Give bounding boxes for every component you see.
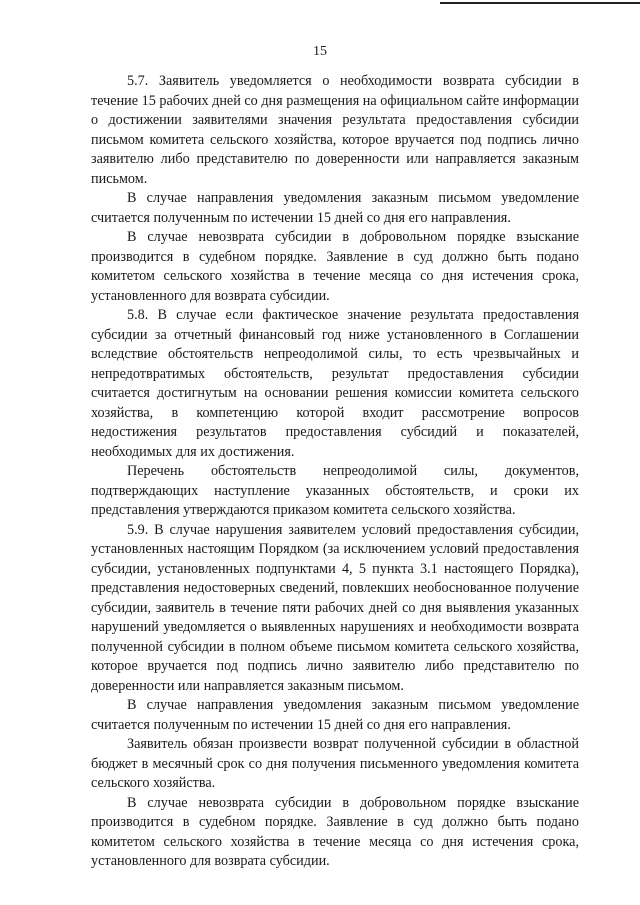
paragraph-5-8-force-majeure-list: Перечень обстоятельств непреодолимой силы, документов, подтверждающих наступление указанных обстоятельств, и сроки их представления утверждаются приказом комитета сельского хозяйства. (91, 463, 579, 518)
paragraph-5-8: 5.8. В случае если фактическое значение результата предоставления субсидии за отчетный финансовый год ниже установленного в Соглашении вследствие обстоятельств непреодолимой силы, то есть чрезвычайных и непредотвратимых обстоятельств, результат предоставления субсидии считается достигнутым на основании решения комиссии комитета сельского хозяйства, в компетенцию которой входит рассмотрение вопросов недостижения результатов предоставления субсидий и показателей, необходимых для их достижения. (91, 307, 579, 460)
paragraph-5-7-registered-mail: В случае направления уведомления заказным письмом уведомление считается полученным по истечении 15 дней со дня его направления. (91, 190, 579, 226)
paragraph-5-7-court-recovery: В случае невозврата субсидии в добровольном порядке взыскание производится в судебном порядке. Заявление в суд должно быть подано комитетом сельского хозяйства в течение месяца со дня истечения срока, установленного для возврата субсидии. (91, 229, 579, 304)
top-rule-line (440, 2, 640, 4)
paragraph-5-9-court-recovery: В случае невозврата субсидии в добровольном порядке взыскание производится в судебном порядке. Заявление в суд должно быть подано комитетом сельского хозяйства в течение месяца со дня истечения срока, установленного для возврата субсидии. (91, 794, 579, 869)
page-number: 15 (313, 44, 327, 59)
paragraph-5-7: 5.7. Заявитель уведомляется о необходимости возврата субсидии в течение 15 рабочих дней со дня размещения на официальном сайте информации о достижении заявителями значения результата предоставления субсидии письмом комитета сельского хозяйства, которое вручается под подпись лично заявителю либо представителю по доверенности или направляется заказным письмом. (91, 73, 579, 187)
document-body (91, 72, 579, 872)
paragraph-5-9-return-obligation: Заявитель обязан произвести возврат полученной субсидии в областной бюджет в месячный срок со дня получения письменного уведомления комитета сельского хозяйства. (91, 736, 579, 791)
paragraph-5-9: 5.9. В случае нарушения заявителем условий предоставления субсидии, установленных настоящим Порядком (за исключением условий предоставления субсидии, установленных подпунктами 4, 5 пункта 3.1 настоящего Порядка), представления недостоверных сведений, повлекших необоснованное получение субсидии, заявитель в течение пяти рабочих дней со дня выявления указанных нарушений уведомляется о выявленных нарушениях и необходимости возврата полученной субсидии в полном объеме письмом комитета сельского хозяйства, которое вручается под подпись лично заявителю либо представителю по доверенности или направляется заказным письмом. (91, 521, 579, 694)
paragraph-5-9-registered-mail: В случае направления уведомления заказным письмом уведомление считается полученным по истечении 15 дней со дня его направления. (91, 697, 579, 733)
